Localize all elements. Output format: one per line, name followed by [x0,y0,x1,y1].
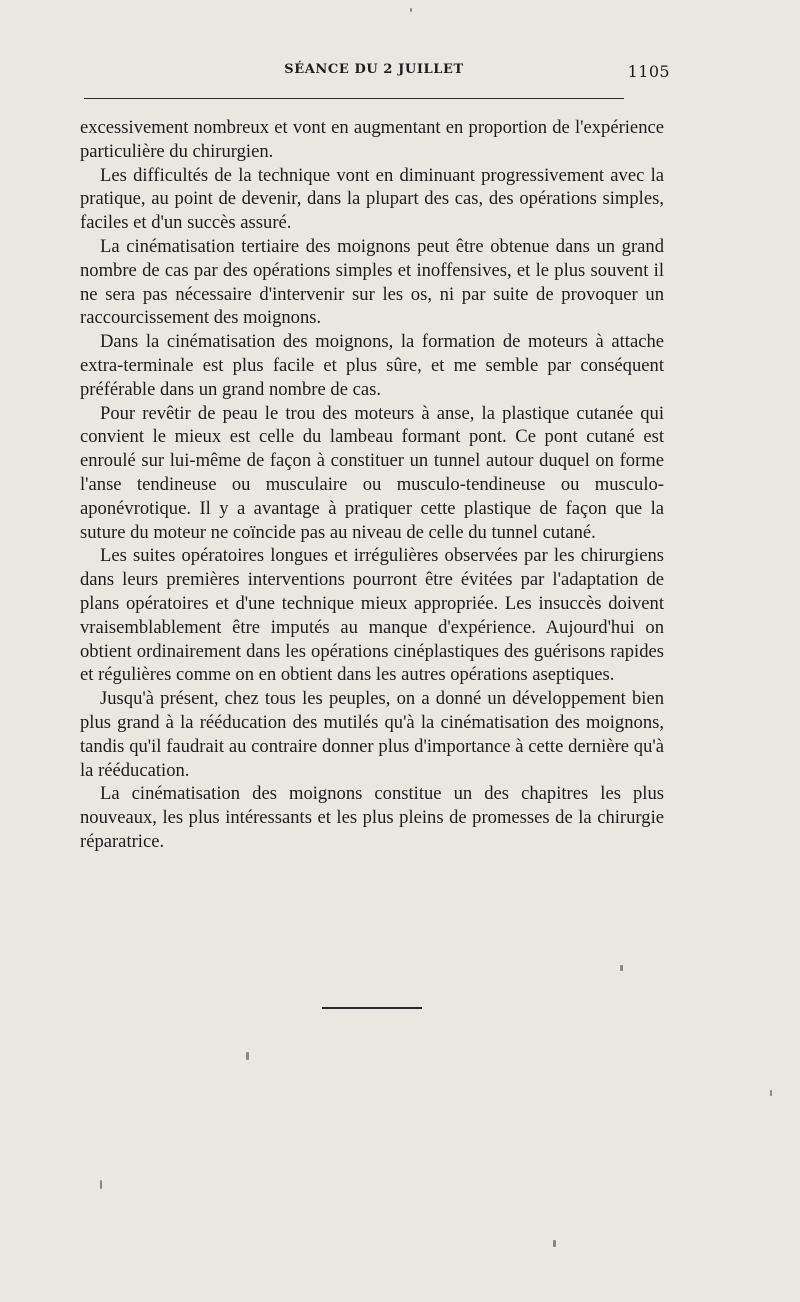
paragraph: Les difficultés de la technique vont en diminuant progressivement avec la pratique, au point de devenir, dans la plupart des cas, des opérations simples, faciles et d'un succès assuré. [80,164,664,234]
end-rule [322,1007,422,1009]
page-number: 1105 [627,62,670,81]
scan-speck [246,1052,249,1060]
paragraph: La cinématisation tertiaire des moignons peut être obtenue dans un grand nombre de cas par des opérations simples et inoffensives, et le plus souvent il ne sera pas nécessaire d'intervenir sur les os, ni par suite de provoquer un raccourcissement des moignons. [80,235,664,329]
scan-speck [410,8,412,12]
scan-speck [553,1240,556,1247]
page-header [84,58,670,86]
scan-speck [620,965,623,971]
paragraph: Dans la cinématisation des moignons, la formation de moteurs à attache extra-terminale est plus facile et plus sûre, et me semble par conséquent préférable dans un grand nombre de cas. [80,331,664,400]
body-text [80,116,664,854]
paragraph: La cinématisation des moignons constitue un des chapitres les plus nouveaux, les plus intéressants et les plus pleins de promesses de la chirurgie réparatrice. [80,783,664,852]
running-title: SÉANCE DU 2 JUILLET [284,62,464,77]
header-rule [84,98,624,99]
scan-speck [770,1090,772,1096]
paragraph: Pour revêtir de peau le trou des moteurs à anse, la plastique cutanée qui convient le mieux est celle du lambeau formant pont. Ce pont cutané est enroulé sur lui-même de façon à constituer un tunnel autour duquel on forme l'anse tendineuse ou musculaire ou musculo-tendineuse ou musculo-aponévrotique. Il y a avantage à pratiquer cette plastique de façon que la suture du moteur ne coïncide pas au niveau de celle du tunnel cutané. [80,402,664,543]
scan-speck [100,1180,102,1189]
paragraph-continuation: excessivement nombreux et vont en augmentant en proportion de l'expérience particulière du chirurgien. [80,117,664,162]
paragraph: Les suites opératoires longues et irrégulières observées par les chirurgiens dans leurs premières interventions pourront être évitées par l'adaptation de plans opératoires et d'une technique mieux appropriée. Les insuccès doivent vraisemblablement être imputés au manque d'expérience. Aujourd'hui on obtient ordinairement dans les opérations cinéplastiques des guérisons rapides et régulières comme on en obtient dans les autres opérations aseptiques. [80,545,664,686]
paragraph: Jusqu'à présent, chez tous les peuples, on a donné un développement bien plus grand à la rééducation des mutilés qu'à la cinématisation des moignons, tandis qu'il faudrait au contraire donner plus d'importance à cette dernière qu'à la rééducation. [80,688,664,781]
